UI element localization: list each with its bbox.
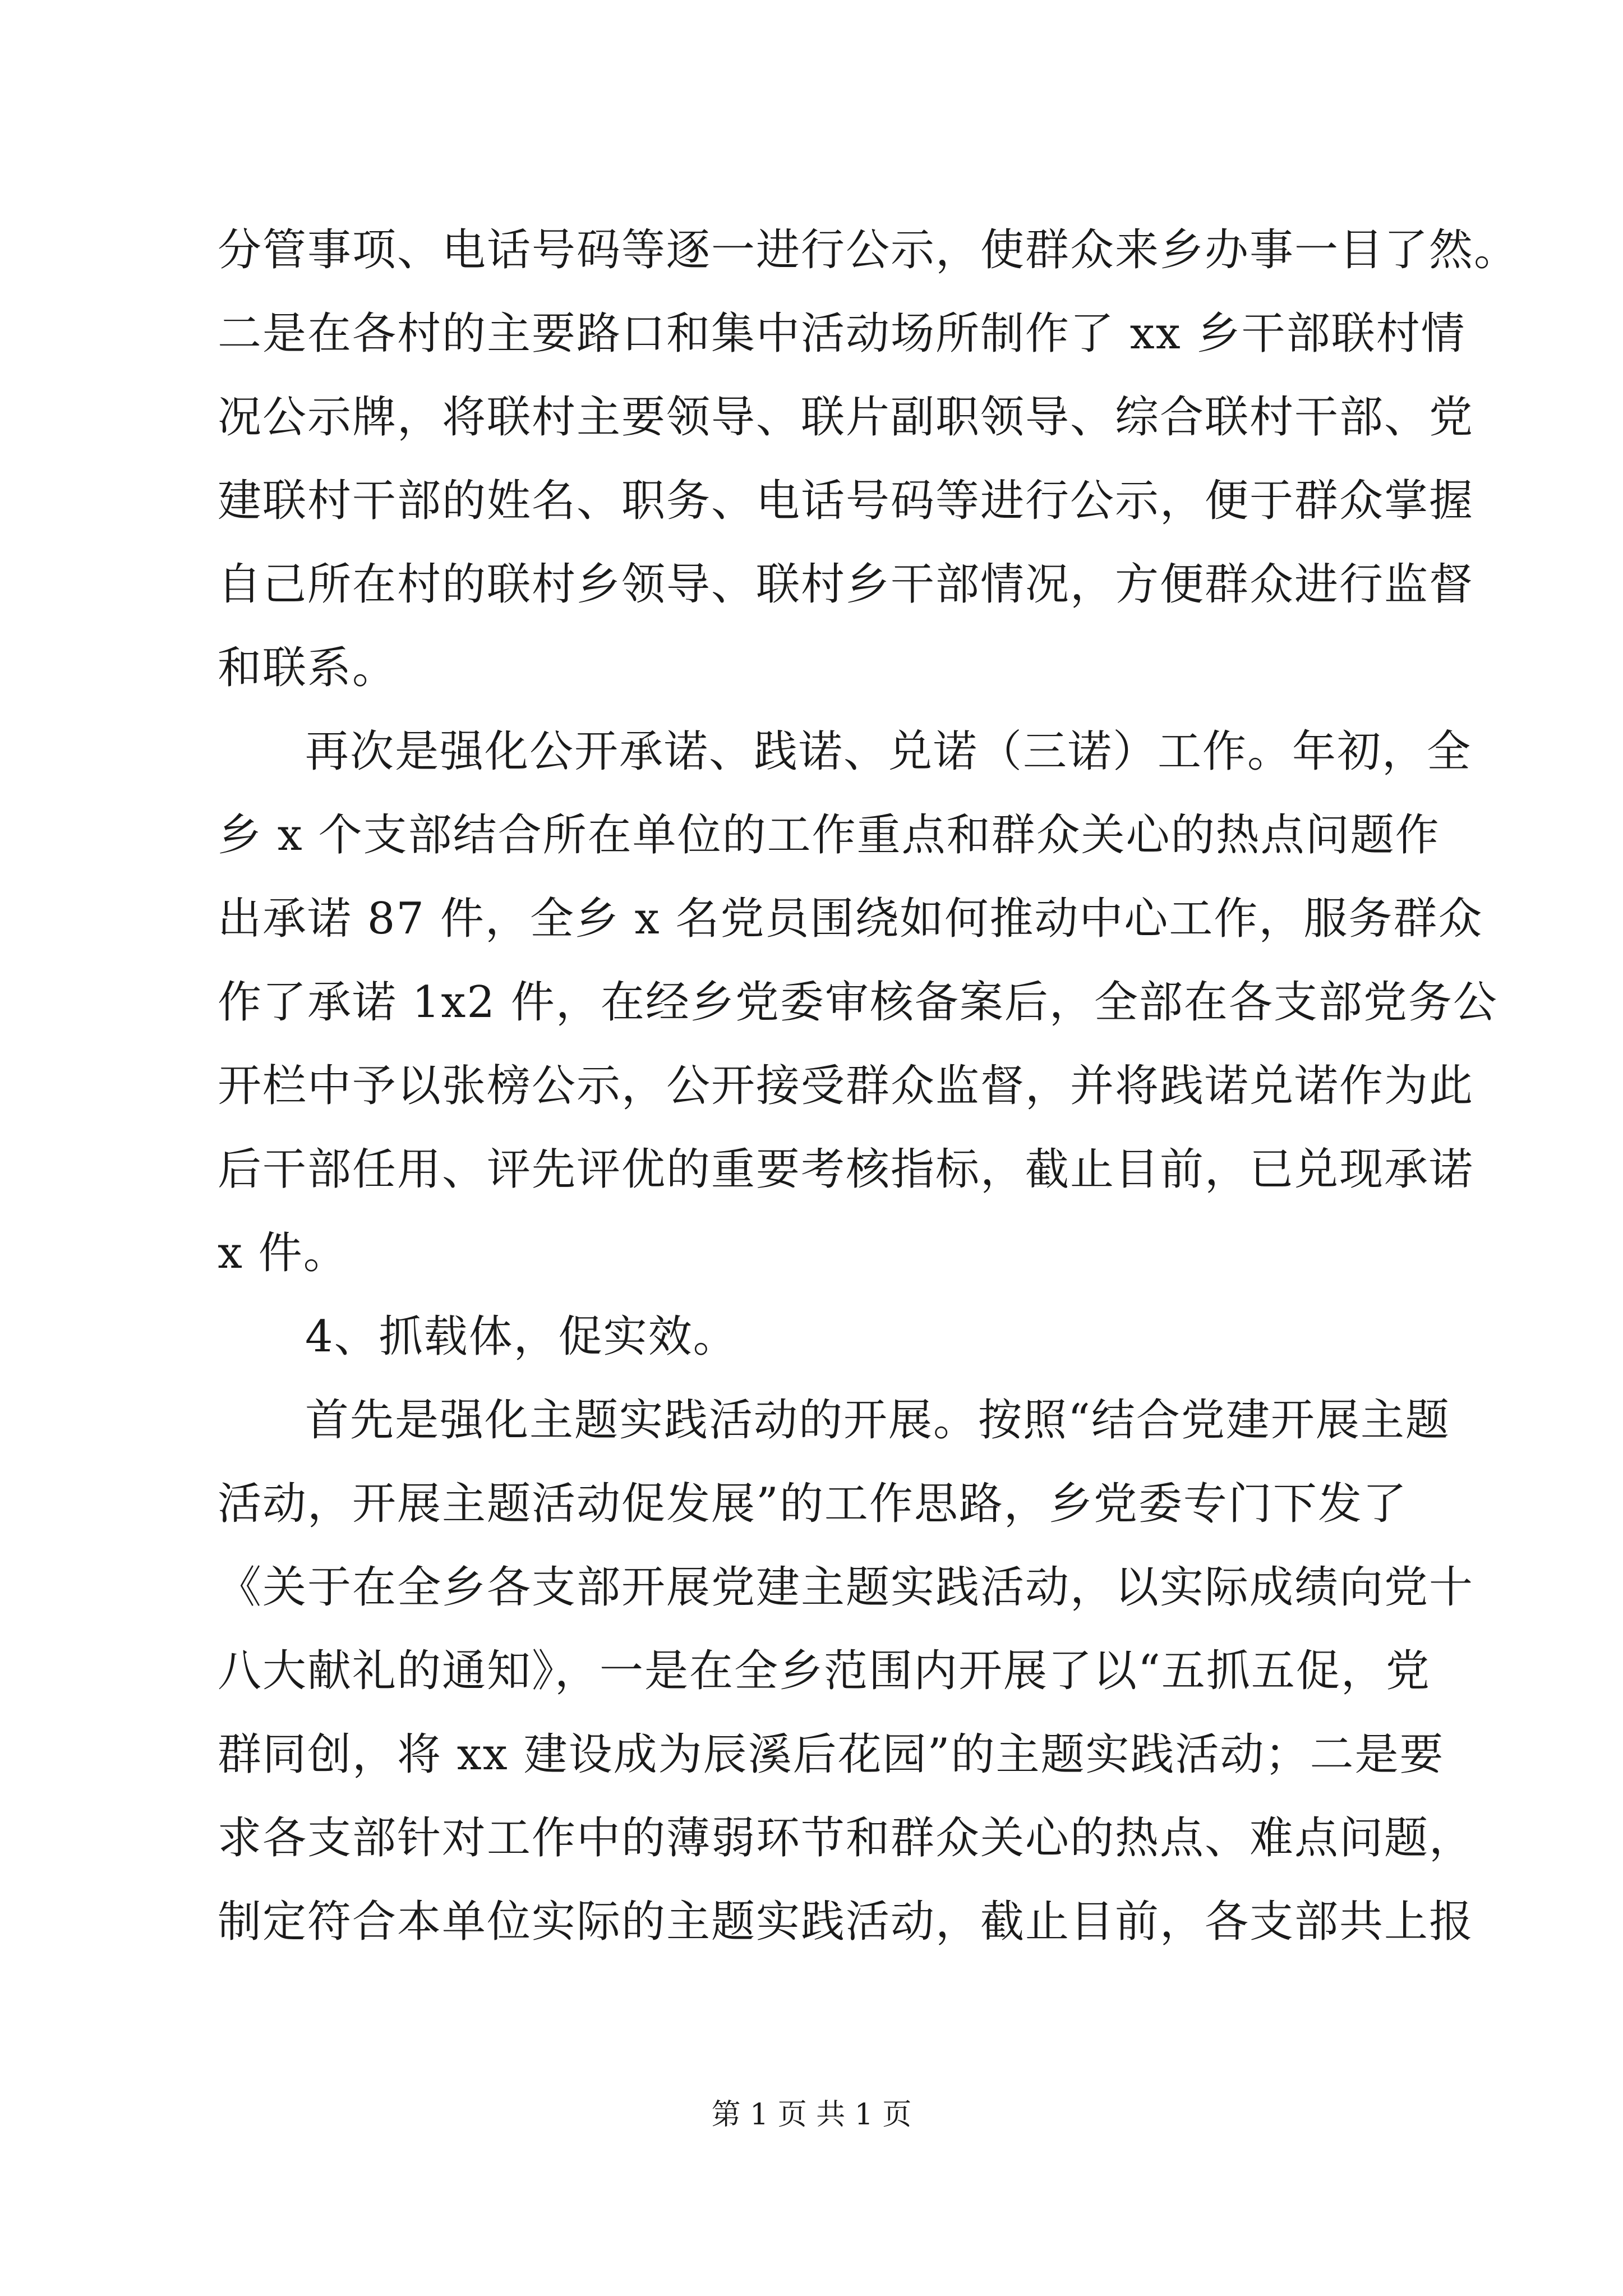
- text-line: 出承诺 87 件，全乡 x 名党员围绕如何推动中心工作，服务群众: [218, 894, 1483, 944]
- paragraph-first-line: 再次是强化公开承诺、践诺、兑诺（三诺）工作。年初，全: [305, 726, 1472, 777]
- page-footer: 第 1 页 共 1 页: [711, 2098, 912, 2132]
- text-line: 二是在各村的主要路口和集中活动场所制作了 xx 乡干部联村情: [218, 309, 1466, 359]
- text-line: 八大献礼的通知》，一是在全乡范围内开展了以“五抓五促，党: [218, 1646, 1431, 1696]
- text-line: 后干部任用、评先评优的重要考核指标，截止目前，已兑现承诺: [218, 1144, 1474, 1195]
- text-line: 开栏中予以张榜公示，公开接受群众监督，并将践诺兑诺作为此: [218, 1061, 1474, 1111]
- text-line: 乡 x 个支部结合所在单位的工作重点和群众关心的热点问题作: [218, 810, 1440, 861]
- paragraph-first-line: 首先是强化主题实践活动的开展。按照“结合党建开展主题: [305, 1395, 1450, 1446]
- text-line: 和联系。: [218, 643, 398, 693]
- text-line: 建联村干部的姓名、职务、电话号码等进行公示，便于群众掌握: [218, 476, 1474, 526]
- text-line: 求各支部针对工作中的薄弱环节和群众关心的热点、难点问题，: [218, 1813, 1474, 1864]
- text-line: 况公示牌，将联村主要领导、联片副职领导、综合联村干部、党: [218, 392, 1474, 443]
- section-heading: 4、抓载体，促实效。: [305, 1312, 738, 1362]
- text-line: 《关于在全乡各支部开展党建主题实践活动，以实际成绩向党十: [218, 1562, 1474, 1613]
- text-line: x 件。: [218, 1228, 348, 1278]
- text-line: 制定符合本单位实际的主题实践活动，截止目前，各支部共上报: [218, 1897, 1474, 1947]
- text-line: 活动，开展主题活动促发展”的工作思路，乡党委专门下发了: [218, 1479, 1408, 1529]
- text-line: 作了承诺 1x2 件，在经乡党委审核备案后，全部在各支部党务公: [218, 977, 1498, 1028]
- text-line: 群同创，将 xx 建设成为辰溪后花园”的主题实践活动；二是要: [218, 1729, 1445, 1780]
- text-line: 分管事项、电话号码等逐一进行公示，使群众来乡办事一目了然。: [218, 225, 1519, 275]
- text-line: 自己所在村的联村乡领导、联村乡干部情况，方便群众进行监督: [218, 559, 1474, 610]
- document-body: [218, 209, 1519, 1964]
